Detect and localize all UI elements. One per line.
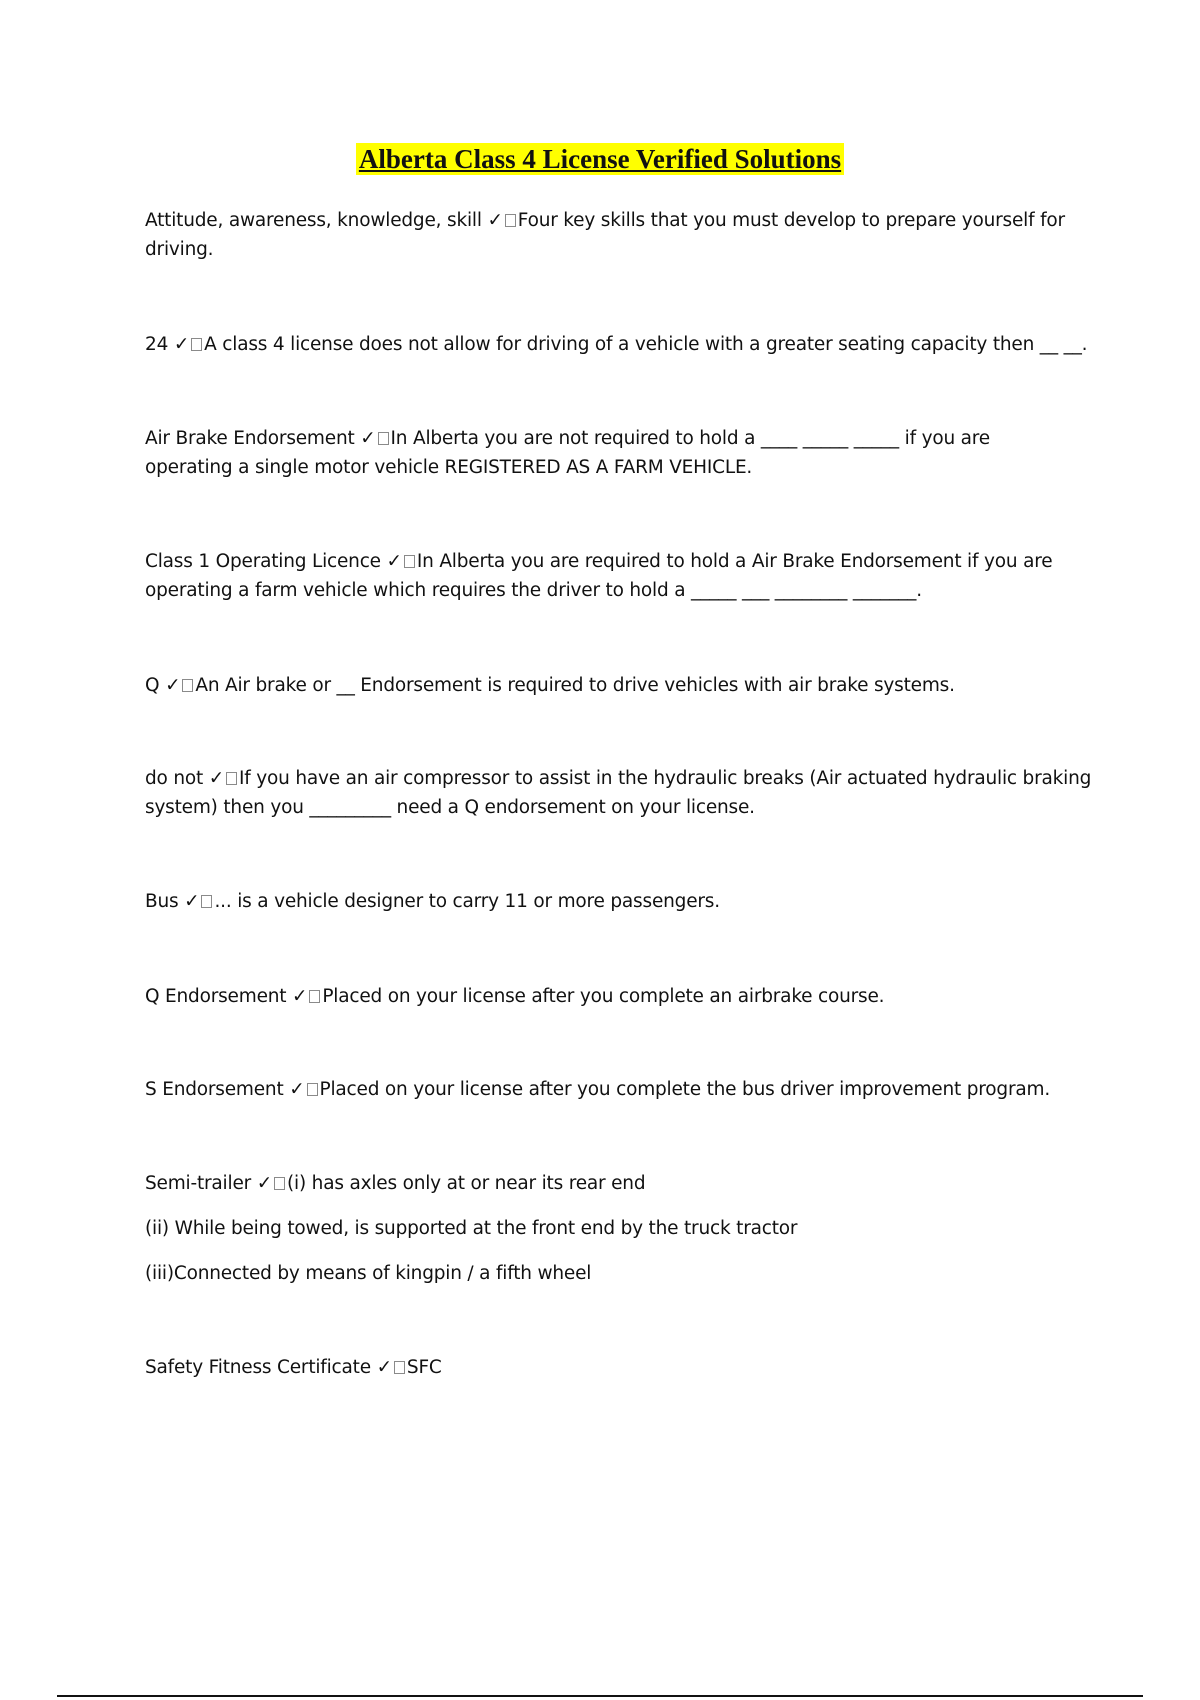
footer-divider <box>57 1695 1143 1697</box>
entry-term: Class 1 Operating Licence <box>145 551 381 572</box>
entry-definition: A class 4 license does not allow for driving of a vehicle with a greater seating capacity then __ __. <box>204 334 1088 355</box>
box-icon <box>226 772 237 785</box>
box-icon <box>505 214 516 227</box>
entry-line <box>145 424 1085 453</box>
qa-entry <box>145 547 1085 605</box>
entry-line <box>145 982 1085 1011</box>
entry-line <box>145 887 1085 916</box>
entry-subitem: (ii) While being towed, is supported at the front end by the truck tractor <box>145 1218 798 1239</box>
entry-line <box>145 206 1085 235</box>
checkmark-icon: ✓ <box>487 210 503 231</box>
box-icon <box>394 1361 405 1374</box>
entry-continuation: system) then you _________ need a Q endorsement on your license. <box>145 797 755 818</box>
entry-line <box>145 547 1085 576</box>
entry-definition: ... is a vehicle designer to carry 11 or more passengers. <box>214 891 720 912</box>
checkmark-icon: ✓ <box>165 675 181 696</box>
qa-entry <box>145 671 1085 700</box>
entry-definition: In Alberta you are required to hold a Air Brake Endorsement if you are <box>416 551 1053 572</box>
qa-entry <box>145 1075 1085 1104</box>
entry-definition: SFC <box>406 1357 442 1378</box>
box-icon <box>201 895 212 908</box>
entry-definition: (i) has axles only at or near its rear end <box>287 1173 646 1194</box>
entry-continuation: driving. <box>145 239 214 260</box>
box-icon <box>309 990 320 1003</box>
qa-entry <box>145 764 1092 822</box>
entry-definition: In Alberta you are not required to hold a ____ _____ _____ if you are <box>390 428 990 449</box>
title-container <box>0 143 1200 175</box>
qa-entry <box>145 330 1088 359</box>
entry-term: Q Endorsement <box>145 986 287 1007</box>
box-icon <box>378 432 389 445</box>
entry-definition: An Air brake or __ Endorsement is required to drive vehicles with air brake systems. <box>195 675 955 696</box>
checkmark-icon: ✓ <box>256 1173 273 1194</box>
qa-entry <box>145 982 1085 1011</box>
entry-term: Attitude, awareness, knowledge, skill <box>145 210 482 231</box>
checkmark-icon: ✓ <box>360 428 376 449</box>
entry-definition: Four key skills that you must develop to prepare yourself for <box>517 210 1065 231</box>
entry-definition: If you have an air compressor to assist in the hydraulic breaks (Air actuated hydraulic braking <box>239 768 1092 789</box>
entry-line <box>145 671 1085 700</box>
entry-line <box>145 330 1088 359</box>
entry-term: Q <box>145 675 160 696</box>
box-icon <box>307 1083 318 1096</box>
entry-continuation: operating a farm vehicle which requires the driver to hold a _____ ___ ________ _______. <box>145 580 922 601</box>
entry-term: 24 <box>145 334 169 355</box>
entry-definition: Placed on your license after you complete the bus driver improvement program. <box>319 1079 1050 1100</box>
qa-entry <box>145 1353 1085 1382</box>
entry-definition: Placed on your license after you complete an airbrake course. <box>322 986 885 1007</box>
box-icon <box>191 338 202 351</box>
qa-entry <box>145 887 1085 916</box>
checkmark-icon: ✓ <box>184 891 200 912</box>
entry-term: Safety Fitness Certificate <box>145 1357 371 1378</box>
entry-term: S Endorsement <box>145 1079 284 1100</box>
qa-entry <box>145 424 1085 482</box>
entry-line <box>145 1169 1085 1198</box>
entry-term: do not <box>145 768 204 789</box>
qa-entry <box>145 206 1085 264</box>
entry-term: Bus <box>145 891 179 912</box>
checkmark-icon: ✓ <box>376 1357 392 1378</box>
checkmark-icon: ✓ <box>208 768 225 789</box>
checkmark-icon: ✓ <box>289 1079 305 1100</box>
entry-line <box>145 1075 1085 1104</box>
box-icon <box>274 1177 285 1190</box>
entry-term: Air Brake Endorsement <box>145 428 355 449</box>
checkmark-icon: ✓ <box>386 551 402 572</box>
checkmark-icon: ✓ <box>292 986 308 1007</box>
entry-line <box>145 764 1092 793</box>
checkmark-icon: ✓ <box>173 334 190 355</box>
qa-entry <box>145 1169 1085 1288</box>
entry-subitem: (iii)Connected by means of kingpin / a fifth wheel <box>145 1263 592 1284</box>
entry-line <box>145 1353 1085 1382</box>
entry-term: Semi-trailer <box>145 1173 252 1194</box>
box-icon <box>404 555 415 568</box>
box-icon <box>182 679 193 692</box>
entry-continuation: operating a single motor vehicle REGISTERED AS A FARM VEHICLE. <box>145 457 753 478</box>
page-title: Alberta Class 4 License Verified Solutions <box>356 143 844 175</box>
